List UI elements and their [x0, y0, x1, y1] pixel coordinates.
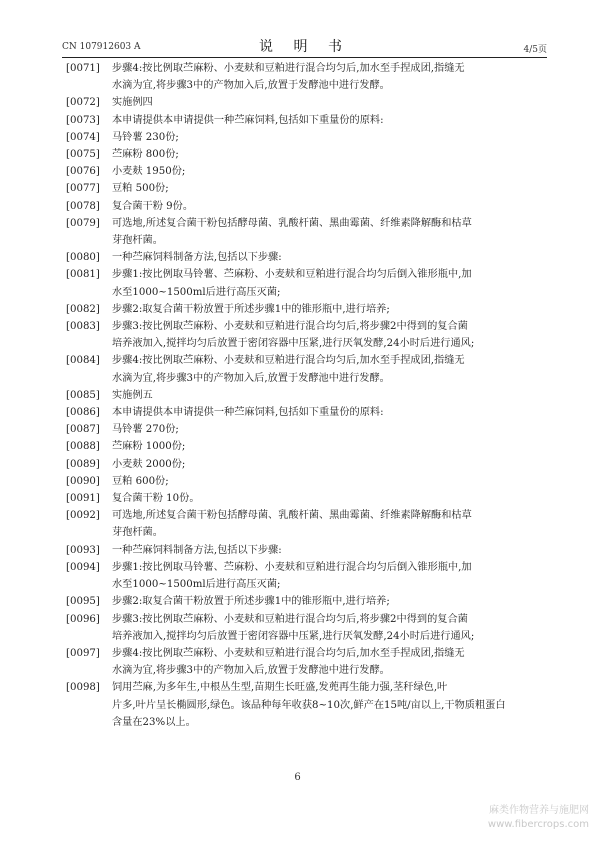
paragraph-text-line: 步骤3:按比例取苎麻粉、小麦麸和豆粕进行混合均匀后,将步骤2中得到的复合菌 [112, 613, 468, 625]
paragraph-text-line: 本申请提供本申请提供一种苎麻饲料,包括如下重量份的原料: [112, 114, 384, 126]
paragraph-text-line: 步骤2:取复合菌干粉放置于所述步骤1中的锥形瓶中,进行培养; [112, 303, 390, 315]
paragraph-text-line: 实施例五 [112, 389, 153, 401]
paragraph-number: [0093] [66, 544, 100, 556]
paragraph-number: [0080] [66, 252, 100, 264]
paragraph-text-line: 培养液加入,搅拌均匀后放置于密闭容器中压紧,进行厌氧发酵,24小时后进行通风; [112, 338, 475, 350]
paragraph-number: [0082] [66, 303, 100, 315]
document-number: CN 107912603 A [62, 42, 141, 52]
paragraph-number: [0071] [66, 63, 100, 74]
paragraph-number: [0091] [66, 493, 100, 505]
paragraph-text-line: 豆粕 600份; [112, 475, 169, 487]
paragraph [66, 94, 544, 111]
paragraph-number: [0094] [66, 561, 100, 573]
paragraph [66, 352, 544, 386]
paragraph [66, 387, 544, 404]
paragraph [66, 180, 544, 197]
document-body [66, 60, 544, 731]
paragraph [66, 60, 544, 94]
paragraph [66, 473, 544, 490]
paragraph [66, 611, 544, 645]
paragraph-text-line: 小麦麸 2000份; [112, 458, 186, 470]
paragraph-number: [0092] [66, 510, 100, 522]
paragraph-number: [0076] [66, 166, 100, 178]
paragraph [66, 679, 544, 731]
page-number: 6 [294, 772, 301, 783]
paragraph [66, 542, 544, 559]
paragraph-text-line: 本申请提供本申请提供一种苎麻饲料,包括如下重量份的原料: [112, 407, 384, 419]
paragraph-number: [0083] [66, 321, 100, 333]
paragraph-text-line: 步骤4:按比例取苎麻粉、小麦麸和豆粕进行混合均匀后,加水至手捏成团,指缝无 [112, 355, 465, 367]
paragraph [66, 129, 544, 146]
paragraph [66, 490, 544, 507]
paragraph-text-line: 实施例四 [112, 97, 153, 109]
paragraph-text-line: 步骤2:取复合菌干粉放置于所述步骤1中的锥形瓶中,进行培养; [112, 596, 390, 608]
paragraph [66, 215, 544, 249]
paragraph-number: [0079] [66, 217, 100, 229]
paragraph-text-line: 水至1000~1500ml后进行高压灭菌; [112, 286, 281, 298]
paragraph-number: [0095] [66, 596, 100, 608]
paragraph-number: [0074] [66, 131, 100, 143]
paragraph-number: [0084] [66, 355, 100, 367]
paragraph [66, 404, 544, 421]
paragraph-number: [0090] [66, 475, 100, 487]
paragraph-text-line: 培养液加入,搅拌均匀后放置于密闭容器中压紧,进行厌氧发酵,24小时后进行通风; [112, 630, 475, 642]
paragraph [66, 438, 544, 455]
paragraph-number: [0096] [66, 613, 100, 625]
paragraph-text-line: 芽孢杆菌。 [112, 527, 163, 539]
paragraph-text-line: 水至1000~1500ml后进行高压灭菌; [112, 579, 281, 591]
paragraph-text-line: 豆粕 500份; [112, 183, 169, 195]
paragraph [66, 645, 544, 679]
paragraph-text-line: 芽孢杆菌。 [112, 235, 163, 247]
paragraph-text-line: 饲用苎麻,为多年生,中根丛生型,苗期生长旺盛,发蔸再生能力强,茎秆绿色,叶 [112, 682, 448, 694]
paragraph [66, 112, 544, 129]
watermark-site-name: 麻类作物营养与施肥网 [489, 805, 589, 816]
paragraph-text-line: 小麦麸 1950份; [112, 166, 186, 178]
paragraph-text-line: 步骤1:按比例取马铃薯、苎麻粉、小麦麸和豆粕进行混合均匀后倒入锥形瓶中,加 [112, 561, 472, 573]
page-header [62, 36, 547, 58]
paragraph-text-line: 水滴为宜,将步骤3中的产物加入后,放置于发酵池中进行发酵。 [112, 665, 390, 677]
paragraph-text-line: 马铃薯 270份; [112, 424, 179, 436]
paragraph [66, 421, 544, 438]
paragraph-number: [0075] [66, 149, 100, 161]
document-title: 说 明 书 [259, 39, 350, 55]
paragraph-text-line: 马铃薯 230份; [112, 131, 179, 143]
paragraph-number: [0073] [66, 114, 100, 126]
paragraph-number: [0085] [66, 389, 100, 401]
watermark-url: www.fibercrops.com [487, 819, 589, 830]
paragraph-text-line: 步骤1:按比例取马铃薯、苎麻粉、小麦麸和豆粕进行混合均匀后倒入锥形瓶中,加 [112, 269, 472, 281]
paragraph-text-line: 步骤4:按比例取苎麻粉、小麦麸和豆粕进行混合均匀后,加水至手捏成团,指缝无 [112, 647, 465, 659]
paragraph-number: [0081] [66, 269, 100, 281]
paragraph-text-line: 含量在23%以上。 [112, 716, 196, 728]
paragraph-text-line: 片多,叶片呈长椭圆形,绿色。该品种每年收获8~10次,鲜产在15吨/亩以上,干物质粗蛋白 [112, 699, 506, 711]
paragraph [66, 456, 544, 473]
paragraph-number: [0078] [66, 200, 100, 212]
header-divider [62, 57, 547, 58]
paragraph-text-line: 可选地,所述复合菌干粉包括酵母菌、乳酸杆菌、黑曲霉菌、纤维素降解酶和枯草 [112, 217, 472, 229]
paragraph [66, 318, 544, 352]
paragraph-number: [0072] [66, 97, 100, 109]
page-indicator: 4/5页 [523, 45, 547, 55]
paragraph [66, 266, 544, 300]
paragraph-text-line: 一种苎麻饲料制备方法,包括以下步骤: [112, 252, 282, 264]
paragraph [66, 163, 544, 180]
paragraph [66, 301, 544, 318]
paragraph [66, 146, 544, 163]
paragraph-number: [0097] [66, 647, 100, 659]
paragraph [66, 593, 544, 610]
paragraph-text-line: 复合菌干粉 10份。 [112, 493, 200, 505]
paragraph [66, 507, 544, 541]
paragraph-number: [0087] [66, 424, 100, 436]
paragraph-text-line: 一种苎麻饲料制备方法,包括以下步骤: [112, 544, 282, 556]
paragraph-text-line: 步骤3:按比例取苎麻粉、小麦麸和豆粕进行混合均匀后,将步骤2中得到的复合菌 [112, 321, 468, 333]
paragraph-text-line: 步骤4:按比例取苎麻粉、小麦麸和豆粕进行混合均匀后,加水至手捏成团,指缝无 [112, 63, 465, 74]
paragraph-text-line: 可选地,所述复合菌干粉包括酵母菌、乳酸杆菌、黑曲霉菌、纤维素降解酶和枯草 [112, 510, 472, 522]
paragraph-number: [0098] [66, 682, 100, 694]
paragraph-number: [0088] [66, 441, 100, 453]
paragraph [66, 559, 544, 593]
watermark [488, 804, 589, 832]
paragraph-text-line: 水滴为宜,将步骤3中的产物加入后,放置于发酵池中进行发酵。 [112, 372, 390, 384]
paragraph-number: [0077] [66, 183, 100, 195]
paragraph [66, 249, 544, 266]
paragraph-number: [0089] [66, 458, 100, 470]
paragraph-number: [0086] [66, 407, 100, 419]
paragraph-text-line: 苎麻粉 1000份; [112, 441, 186, 453]
paragraph-text-line: 复合菌干粉 9份。 [112, 200, 194, 212]
paragraph-text-line: 水滴为宜,将步骤3中的产物加入后,放置于发酵池中进行发酵。 [112, 80, 390, 92]
paragraph-text-line: 苎麻粉 800份; [112, 149, 179, 161]
paragraph [66, 198, 544, 215]
